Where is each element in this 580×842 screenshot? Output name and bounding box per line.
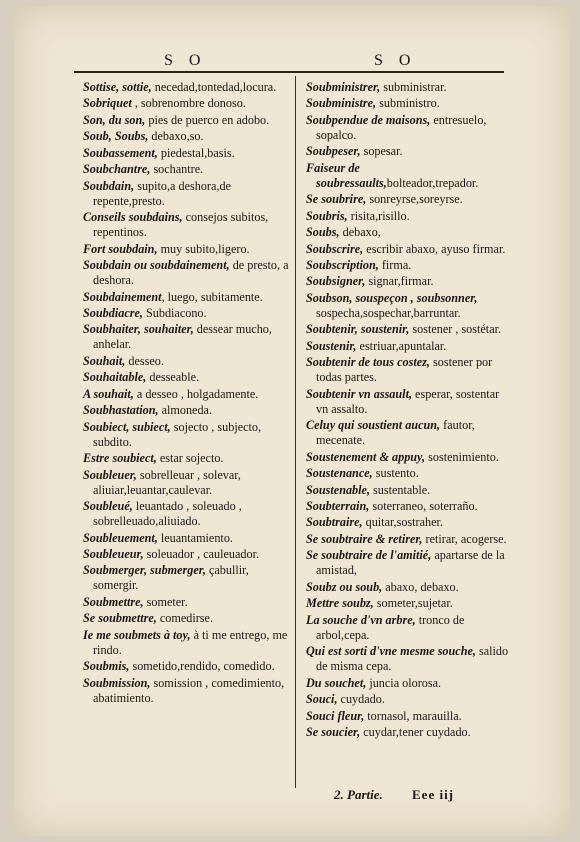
dictionary-entry <box>306 225 514 240</box>
entry-headword: Sobriquet <box>83 96 132 111</box>
entry-headword: Se soubrire, <box>306 192 367 207</box>
entry-headword: Du souchet, <box>306 675 367 690</box>
entry-headword: Estre soubiect, <box>83 451 157 466</box>
dictionary-page <box>14 6 570 836</box>
entry-definition: Subdiacono. <box>142 305 207 320</box>
entry-headword: Soubtenir, soustenir, <box>306 322 410 337</box>
entry-definition: someter. <box>143 594 188 609</box>
entry-definition: , sobrenombre donoso. <box>131 96 246 111</box>
entry-definition: debaxo,so. <box>148 129 204 144</box>
entry-headword: Soubterrain, <box>306 499 370 514</box>
header-right: S O <box>374 52 417 69</box>
entry-definition: desseable. <box>146 370 200 385</box>
entry-definition: comedirse. <box>156 611 213 626</box>
entry-definition: someter,sujetar. <box>373 596 453 611</box>
entry-headword: Se soubtraire de l'amitié, <box>306 548 432 563</box>
entry-definition: tornasol, marauilla. <box>364 708 462 723</box>
entry-definition: pies de puerco en adobo. <box>145 112 270 127</box>
entry-definition: estar sojecto. <box>156 451 224 466</box>
dictionary-entry <box>306 499 514 514</box>
dictionary-entry <box>83 80 291 95</box>
entry-definition: sustentable. <box>370 482 431 497</box>
entry-headword: Soubdainement <box>83 289 162 304</box>
dictionary-entry <box>306 274 514 289</box>
entry-definition: estriuar,apuntalar. <box>356 338 447 353</box>
dictionary-entry <box>306 644 514 674</box>
entry-definition: somission , comedimiento, abatimiento. <box>93 675 285 705</box>
entry-headword: Soubleuement, <box>83 530 158 545</box>
entry-headword: Souhait, <box>83 353 126 368</box>
entry-definition: entresuelo, sopalco. <box>316 112 487 142</box>
dictionary-entry <box>83 387 291 402</box>
dictionary-entry <box>83 113 291 128</box>
entry-headword: Se soubtraire & retirer, <box>306 531 423 546</box>
dictionary-entry <box>306 258 514 273</box>
dictionary-entry <box>306 96 514 111</box>
entry-definition: sojecto , subjecto, subdito. <box>93 419 262 449</box>
entry-definition: sostenimiento. <box>425 449 499 464</box>
entry-headword: Soubscrire, <box>306 241 364 256</box>
entry-headword: Soubchantre, <box>83 162 151 177</box>
entry-definition: soterraneo, soterraño. <box>369 499 478 514</box>
entry-headword: Soubscription, <box>306 258 379 273</box>
entry-definition: abaxo, debaxo. <box>382 579 459 594</box>
entry-headword: Soubpeser, <box>306 144 361 159</box>
entry-definition: esperar, sostentar vn assalto. <box>316 386 500 416</box>
entry-headword: Soubmettre, <box>83 594 144 609</box>
entry-headword: Soustenable, <box>306 482 370 497</box>
entry-definition: sustento. <box>372 466 419 481</box>
entry-headword: Soubmis, <box>83 659 130 674</box>
entry-definition: necedad,tontedad,locura. <box>151 80 277 94</box>
entry-definition: firma. <box>378 258 412 273</box>
entry-headword: Soubsigner, <box>306 274 366 289</box>
entry-definition: , luego, subitamente. <box>161 289 263 304</box>
entry-headword: Soubassement, <box>83 145 158 160</box>
entry-definition: subministrar. <box>380 80 447 94</box>
dictionary-entry <box>306 339 514 354</box>
entry-headword: Souhaitable, <box>83 370 147 385</box>
entry-definition: desseo. <box>125 353 164 368</box>
dictionary-entry <box>306 515 514 530</box>
dictionary-entry <box>306 144 514 159</box>
entry-headword: Soubz ou soub, <box>306 579 383 594</box>
entry-definition: dessear mucho, anhelar. <box>93 322 272 352</box>
dictionary-entry <box>306 355 514 385</box>
entry-definition: sostener por todas partes. <box>316 355 493 385</box>
entry-headword: Soubleué, <box>83 499 133 514</box>
entry-definition: apartarse de la amistad, <box>316 548 505 578</box>
dictionary-entry <box>83 242 291 257</box>
entry-headword: Soubdiacre, <box>83 305 143 320</box>
entry-headword: La souche d'vn arbre, <box>306 612 416 627</box>
entry-definition: debaxo, <box>339 225 381 240</box>
entry-definition: consejos subitos, repentinos. <box>93 210 269 240</box>
entry-definition: sostener , sostétar. <box>409 322 502 337</box>
entry-headword: Soubministrer, <box>306 80 381 94</box>
entry-headword: Soubtraire, <box>306 515 363 530</box>
entry-definition: risita,risillo. <box>347 208 410 223</box>
dictionary-entry <box>83 162 291 177</box>
dictionary-entry <box>83 468 291 498</box>
entry-headword: Se soucier, <box>306 724 361 739</box>
dictionary-entry <box>83 403 291 418</box>
dictionary-entry <box>83 611 291 626</box>
header-rule <box>74 71 504 73</box>
dictionary-entry <box>83 179 291 209</box>
dictionary-entry <box>306 613 514 643</box>
entry-headword: Soustenir, <box>306 338 357 353</box>
entry-headword: Soubiect, subiect, <box>83 419 171 434</box>
left-column <box>83 80 291 707</box>
entry-headword: Soubdain ou soubdainement, <box>83 258 230 273</box>
dictionary-entry <box>306 209 514 224</box>
dictionary-entry <box>83 659 291 674</box>
dictionary-entry <box>83 354 291 369</box>
dictionary-entry <box>306 322 514 337</box>
entry-definition: a desseo , holgadamente. <box>133 386 259 401</box>
entry-definition: sometido,rendido, comedido. <box>129 659 275 674</box>
dictionary-entry <box>306 532 514 547</box>
entry-definition: escribir abaxo, ayuso firmar. <box>363 241 506 256</box>
dictionary-entry <box>306 483 514 498</box>
entry-definition: quitar,sostraher. <box>362 515 443 530</box>
entry-definition: çabullir, somergir. <box>93 563 249 593</box>
entry-definition: sospecha,sospechar,barruntar. <box>316 305 461 320</box>
entry-definition: subministro. <box>376 96 440 111</box>
entry-headword: Soubleuer, <box>83 467 137 482</box>
entry-definition: almoneda. <box>158 403 213 418</box>
dictionary-entry <box>306 548 514 578</box>
entry-headword: Soubtenir vn assault, <box>306 386 412 401</box>
dictionary-entry <box>83 210 291 240</box>
entry-definition: salido de misma cepa. <box>316 644 509 674</box>
entry-headword: Soubris, <box>306 208 348 223</box>
entry-headword: A souhait, <box>83 386 134 401</box>
dictionary-entry <box>306 387 514 417</box>
page-footer <box>334 787 514 807</box>
entry-headword: Soubpendue de maisons, <box>306 112 431 127</box>
entry-headword: Soubdain, <box>83 178 135 193</box>
entry-definition: bolteador,trepador. <box>386 175 479 190</box>
dictionary-entry <box>306 80 514 95</box>
entry-definition: fautor, mecenate. <box>316 418 475 448</box>
entry-definition: signar,firmar. <box>365 274 434 289</box>
dictionary-entry <box>83 499 291 529</box>
dictionary-entry <box>306 450 514 465</box>
entry-headword: Soubson, souspeçon , soubsonner, <box>306 290 478 305</box>
entry-definition: juncia olorosa. <box>366 675 442 690</box>
entry-definition: retirar, acogerse. <box>422 531 507 546</box>
entry-definition: piedestal,basis. <box>157 145 235 160</box>
dictionary-entry <box>83 322 291 352</box>
dictionary-entry <box>83 628 291 658</box>
entry-headword: Mettre soubz, <box>306 596 374 611</box>
running-header <box>74 46 504 76</box>
entry-headword: Soubhaiter, souhaiter, <box>83 322 194 337</box>
entry-definition: cuydar,tener cuydado. <box>360 724 471 739</box>
entry-definition: sobrelleuar , solevar, aliuiar,leuantar,caulevar. <box>93 467 241 497</box>
entry-headword: Se soubmettre, <box>83 611 157 626</box>
dictionary-entry <box>83 563 291 593</box>
dictionary-entry <box>83 96 291 111</box>
entry-headword: Soubmerger, submerger, <box>83 563 206 578</box>
entry-headword: Soubhastation, <box>83 403 159 418</box>
entry-definition: tronco de arbol,cepa. <box>316 612 465 642</box>
dictionary-entry <box>83 146 291 161</box>
entry-headword: Soub, Soubs, <box>83 129 149 144</box>
dictionary-entry <box>83 370 291 385</box>
entry-headword: Soubmission, <box>83 675 151 690</box>
entry-definition: muy subito,ligero. <box>157 241 250 256</box>
entry-definition: sonreyrse,soreyrse. <box>366 192 463 207</box>
entry-headword: Soustenement & appuy, <box>306 449 426 464</box>
dictionary-entry <box>306 242 514 257</box>
right-column <box>306 80 514 741</box>
dictionary-entry <box>306 692 514 707</box>
entry-definition: cuydado. <box>337 692 385 707</box>
signature-mark: 2. Partie. <box>334 787 383 802</box>
dictionary-entry <box>306 709 514 724</box>
entry-headword: Soubs, <box>306 225 340 240</box>
entry-definition: supito,a deshora,de repente,presto. <box>93 178 231 208</box>
dictionary-entry <box>306 161 514 191</box>
dictionary-entry <box>306 192 514 207</box>
entry-headword: Souci fleur, <box>306 708 365 723</box>
quire-mark: Eee iij <box>412 787 455 802</box>
dictionary-entry <box>83 676 291 706</box>
entry-headword: Soubtenir de tous costez, <box>306 355 430 370</box>
column-divider <box>295 76 296 788</box>
entry-definition: sopesar. <box>360 144 403 159</box>
entry-headword: Celuy qui soustient aucun, <box>306 418 441 433</box>
dictionary-entry <box>83 531 291 546</box>
dictionary-entry <box>306 676 514 691</box>
entry-headword: Soubministre, <box>306 96 377 111</box>
dictionary-entry <box>83 420 291 450</box>
dictionary-entry <box>83 547 291 562</box>
dictionary-entry <box>83 258 291 288</box>
entry-definition: leuantamiento. <box>157 530 233 545</box>
entry-definition: à ti me entrego, me rindo. <box>93 627 288 657</box>
entry-definition: leuantado , soleuado , sobrelleuado,aliuiado. <box>93 499 242 529</box>
entry-headword: Souci, <box>306 692 338 707</box>
dictionary-entry <box>83 129 291 144</box>
entry-headword: Fort soubdain, <box>83 241 158 256</box>
dictionary-entry <box>306 418 514 448</box>
dictionary-entry <box>306 725 514 740</box>
entry-headword: Ie me soubmets à toy, <box>83 627 191 642</box>
entry-definition: sochantre. <box>150 162 204 177</box>
dictionary-entry <box>83 595 291 610</box>
entry-headword: Soustenance, <box>306 466 373 481</box>
dictionary-entry <box>306 291 514 321</box>
dictionary-entry <box>83 306 291 321</box>
entry-headword: Sottise, sottie, <box>83 80 152 94</box>
entry-headword: Conseils soubdains, <box>83 210 183 225</box>
entry-definition: soleuador , cauleuador. <box>143 546 260 561</box>
dictionary-entry <box>83 451 291 466</box>
entry-headword: Soubleueur, <box>83 546 144 561</box>
entry-headword: Son, du son, <box>83 112 146 127</box>
dictionary-entry <box>83 290 291 305</box>
header-left: S O <box>164 52 207 69</box>
dictionary-entry <box>306 580 514 595</box>
dictionary-entry <box>306 466 514 481</box>
entry-definition: de presto, a deshora. <box>93 258 289 288</box>
entry-headword: Faiseur de soubressaults, <box>306 160 387 190</box>
entry-headword: Qui est sorti d'vne mesme souche, <box>306 644 476 659</box>
dictionary-entry <box>306 596 514 611</box>
dictionary-entry <box>306 113 514 143</box>
